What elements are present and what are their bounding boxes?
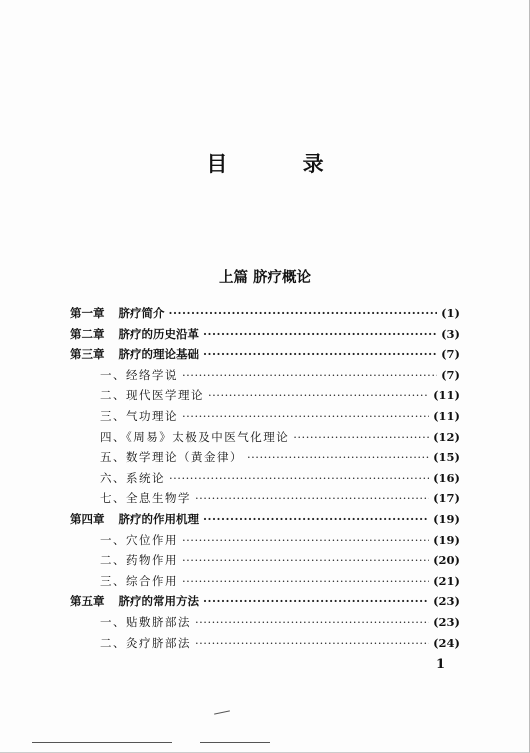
toc-section-row — [70, 532, 460, 553]
toc-entry-label: 四、《周易》太极及中医气化理论 — [100, 429, 290, 444]
dot-leader — [203, 594, 429, 608]
dot-leader — [195, 636, 429, 650]
toc-page-ref: (11) — [433, 408, 460, 423]
toc-section-row — [70, 490, 460, 511]
dot-leader — [182, 409, 429, 423]
toc-section-row — [70, 470, 460, 491]
dot-leader — [182, 574, 429, 588]
scan-artifact — [200, 742, 270, 743]
toc-page-ref: (23) — [433, 614, 460, 629]
dot-leader — [208, 388, 429, 402]
toc-chapter-row — [70, 326, 460, 347]
toc-page-ref: (16) — [433, 470, 460, 485]
dot-leader — [203, 347, 437, 361]
toc-chapter-number: 第三章 — [70, 347, 105, 362]
toc-section-row — [70, 429, 460, 450]
toc-page-ref: (19) — [433, 511, 460, 526]
toc-page-ref: (17) — [433, 491, 460, 506]
toc-entry-label: 脐疗简介 — [118, 306, 165, 320]
toc-entry-label: 脐疗的理论基础 — [118, 347, 199, 362]
dot-leader — [203, 327, 437, 341]
toc-entry-label: 五、数学理论（黄金律） — [100, 450, 243, 465]
toc-section-row — [70, 552, 460, 573]
toc-entry-label: 脐疗的常用方法 — [118, 594, 199, 609]
table-of-contents — [70, 305, 460, 655]
toc-page-ref: (19) — [433, 532, 460, 547]
toc-page-ref: (3) — [441, 326, 460, 341]
toc-chapter-row — [70, 305, 460, 326]
toc-page-ref: (24) — [433, 635, 460, 650]
toc-page-ref: (15) — [433, 450, 460, 465]
toc-page-ref: (21) — [433, 573, 460, 588]
page-number: 1 — [436, 657, 446, 672]
toc-section-row — [70, 449, 460, 470]
dot-leader — [182, 533, 429, 547]
toc-entry-label: 三、气功理论 — [100, 408, 178, 423]
toc-page-ref: (23) — [433, 594, 460, 609]
toc-chapter-number: 第四章 — [70, 511, 105, 526]
dot-leader — [182, 553, 429, 567]
scan-artifact — [214, 710, 230, 714]
toc-section-row — [70, 635, 460, 656]
dot-leader — [182, 368, 437, 382]
toc-section-row — [70, 387, 460, 408]
section-heading: 上篇 脐疗概论 — [218, 269, 312, 286]
dot-leader — [247, 450, 429, 464]
toc-section-row — [70, 614, 460, 635]
toc-chapter-row — [70, 511, 460, 532]
toc-page-ref: (12) — [433, 429, 460, 444]
dot-leader — [195, 615, 429, 629]
toc-entry-label: 二、灸疗脐部法 — [100, 635, 191, 650]
toc-entry-label: 三、综合作用 — [100, 573, 178, 588]
toc-chapter-number: 第一章 — [70, 306, 105, 320]
toc-entry-label: 六、系统论 — [100, 470, 165, 485]
toc-page-ref: (7) — [441, 347, 460, 362]
page-title: 目 录 — [206, 152, 358, 176]
toc-entry-label: 脐疗的历史沿革 — [118, 326, 199, 341]
toc-page-ref: (7) — [441, 367, 460, 382]
toc-entry-label: 二、现代医学理论 — [100, 388, 204, 403]
dot-leader — [169, 306, 438, 320]
toc-page-ref: (11) — [433, 388, 460, 403]
toc-entry-label: 七、全息生物学 — [100, 491, 191, 506]
toc-page-ref: (20) — [433, 553, 460, 568]
dot-leader — [169, 471, 429, 485]
dot-leader — [203, 512, 429, 526]
toc-chapter-row — [70, 593, 460, 614]
toc-chapter-number: 第二章 — [70, 326, 105, 341]
toc-section-row — [70, 573, 460, 594]
toc-page-ref: (1) — [441, 306, 460, 320]
toc-section-row — [70, 408, 460, 429]
toc-entry-label: 一、穴位作用 — [100, 532, 178, 547]
toc-entry-label: 脐疗的作用机理 — [118, 511, 199, 526]
dot-leader — [293, 430, 429, 444]
toc-chapter-number: 第五章 — [70, 594, 105, 609]
dot-leader — [195, 491, 429, 505]
scan-artifact — [32, 742, 172, 743]
toc-section-row — [70, 367, 460, 388]
toc-chapter-row — [70, 346, 460, 367]
toc-entry-label: 一、经络学说 — [100, 367, 178, 382]
toc-entry-label: 二、药物作用 — [100, 553, 178, 568]
toc-entry-label: 一、贴敷脐部法 — [100, 614, 191, 629]
